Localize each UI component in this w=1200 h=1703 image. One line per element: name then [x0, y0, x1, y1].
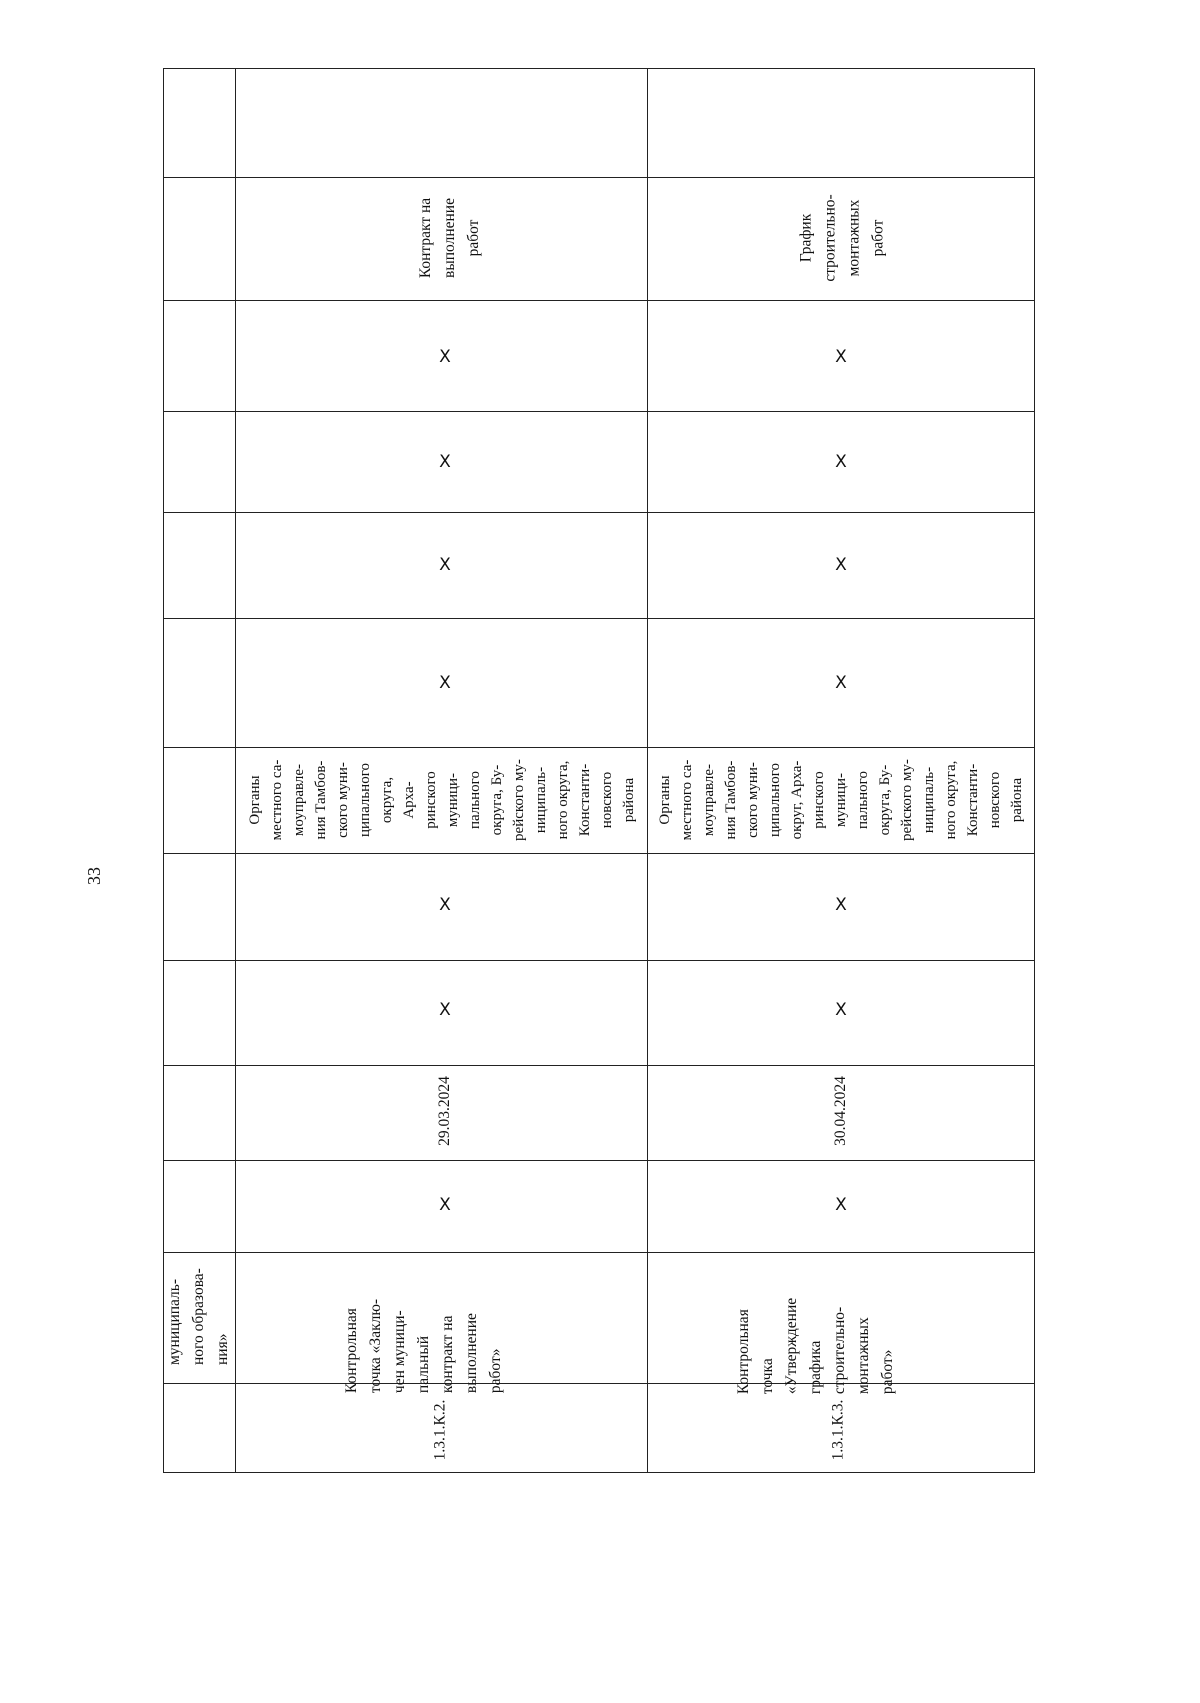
cell-x: X [835, 452, 847, 472]
cell-responsible: Органы местного са- моуправле- ния Тамбов- ского муни- ципального округа, Арха- ринского муници- пального округа, Бу- рейского му- ниципаль- ного округа, Константи- новского района [247, 759, 637, 841]
cell-x: X [439, 347, 451, 367]
cell-date: 29.03.2024 [436, 1076, 453, 1146]
cell-x: X [835, 347, 847, 367]
row-code: 1.3.1.К.3. [829, 1399, 846, 1461]
cell-date: 30.04.2024 [832, 1076, 849, 1146]
cell-x: X [835, 555, 847, 575]
table-rule [163, 618, 1035, 619]
table-rule [163, 1252, 1035, 1253]
cell-x: X [835, 895, 847, 915]
cell-x: X [835, 1195, 847, 1215]
carryover-cell: муниципаль- ного образова- ния» [166, 1268, 231, 1365]
table-rule [235, 68, 236, 1472]
table-rule [647, 68, 648, 1472]
cell-x: X [439, 555, 451, 575]
table-rule [163, 1383, 1035, 1384]
table-rule [163, 747, 1035, 748]
table-rule [163, 853, 1035, 854]
table-rule [1034, 68, 1035, 1472]
table-rule [163, 300, 1035, 301]
page-number: 33 [83, 867, 104, 885]
table-rule [163, 411, 1035, 412]
cell-x: X [439, 452, 451, 472]
cell-x: X [439, 1000, 451, 1020]
table-rule [163, 1160, 1035, 1161]
cell-x: X [439, 673, 451, 693]
row-title: Контрольная точка «Заклю- чен муници- пальный контракт на выполнение работ» [343, 1298, 505, 1394]
cell-document: График строительно- монтажных работ [798, 194, 887, 282]
table-rule [163, 960, 1035, 961]
table-rule [163, 512, 1035, 513]
table-rule [163, 68, 1035, 69]
table-rule [163, 1065, 1035, 1066]
cell-x: X [439, 1195, 451, 1215]
cell-x: X [835, 673, 847, 693]
row-title: Контрольная точка «Утверждение графика строительно- монтажных работ» [735, 1297, 897, 1395]
cell-responsible: Органы местного са- моуправле- ния Тамбов- ского муни- ципального округ, Арха- ринского муници- пального округа, Бу- рейского му- ниципаль- ного округа, Константи- новского района [657, 759, 1025, 841]
row-code: 1.3.1.К.2. [431, 1399, 448, 1461]
cell-x: X [439, 895, 451, 915]
cell-x: X [835, 1000, 847, 1020]
cell-document: Контракт на выполнение работ [416, 197, 482, 279]
table-rule [163, 1472, 1035, 1473]
table-rule [163, 68, 164, 1472]
table-rule [163, 177, 1035, 178]
